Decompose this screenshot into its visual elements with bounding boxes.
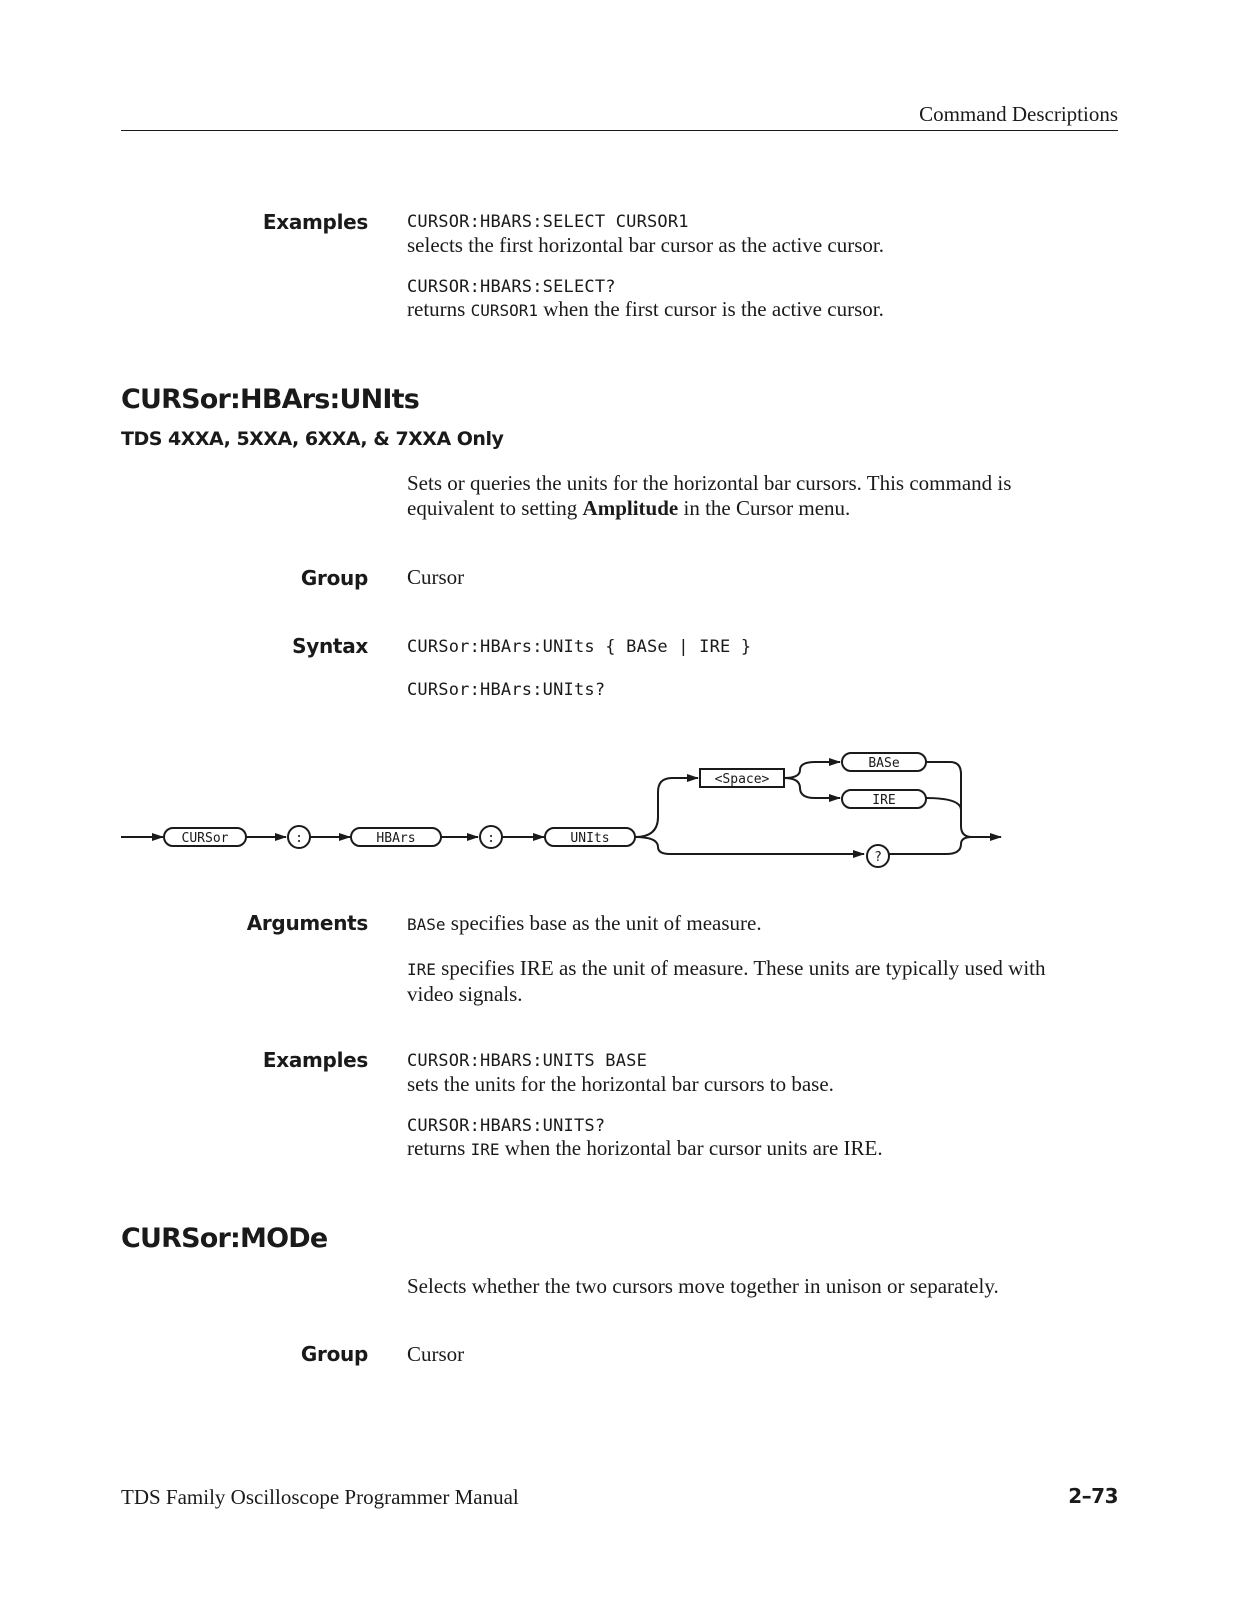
example-command: CURSOR:HBARS:SELECT? <box>407 277 616 297</box>
diagram-node-cursor: CURSor <box>181 831 229 846</box>
example-description: selects the first horizontal bar cursor as the active cursor. <box>407 233 884 257</box>
command-description: Selects whether the two cursors move together in unison or separately. <box>407 1274 999 1298</box>
example-command: CURSOR:HBARS:UNITS BASE <box>407 1051 648 1071</box>
syntax-set: CURSor:HBArs:UNIts { BASe | IRE } <box>407 637 752 657</box>
syntax-label: Syntax <box>292 634 368 658</box>
group-label: Group <box>300 566 368 590</box>
argument-ire <box>407 956 1107 982</box>
examples-label: Examples <box>262 1048 368 1072</box>
group-value: Cursor <box>407 1342 465 1366</box>
diagram-node-space: <Space> <box>714 772 770 787</box>
description-line: Sets or queries the units for the horizontal bar cursors. This command is <box>407 471 1012 495</box>
examples-block <box>407 212 1107 323</box>
diagram-node-colon: : <box>487 831 495 846</box>
syntax-diagram <box>0 740 1237 880</box>
model-applicability: TDS 4XXA, 5XXA, 6XXA, & 7XXA Only <box>121 428 504 450</box>
examples-label: Examples <box>262 210 368 234</box>
description-line <box>407 496 1107 521</box>
running-header: Command Descriptions <box>919 102 1118 126</box>
command-heading: CURSor:HBArs:UNIts <box>121 384 420 415</box>
diagram-node-colon: : <box>295 831 303 846</box>
example-description: sets the units for the horizontal bar cursors to base. <box>407 1072 834 1096</box>
text: when the horizontal bar cursor units are IRE. <box>499 1136 883 1160</box>
text: specifies IRE as the unit of measure. These units are typically used with <box>435 956 1046 980</box>
group-label: Group <box>300 1342 368 1366</box>
example-command: CURSOR:HBARS:UNITS? <box>407 1116 606 1136</box>
bold-term: Amplitude <box>582 496 679 520</box>
examples-block <box>407 1051 1107 1162</box>
argument-ire-continued: video signals. <box>407 982 523 1006</box>
inline-code: CURSOR1 <box>470 301 539 320</box>
diagram-node-hbars: HBArs <box>376 831 416 846</box>
diagram-node-query: ? <box>874 850 882 865</box>
text: returns <box>407 1136 471 1160</box>
command-heading: CURSor:MODe <box>121 1223 328 1254</box>
text: in the Cursor menu. <box>678 496 851 520</box>
example-description <box>407 297 1107 323</box>
group-value: Cursor <box>407 565 465 589</box>
argument-base <box>407 911 1107 937</box>
arguments-block <box>407 911 1107 1007</box>
text: when the first cursor is the active cursor. <box>538 297 884 321</box>
arguments-label: Arguments <box>246 911 368 935</box>
example-command: CURSOR:HBARS:SELECT CURSOR1 <box>407 212 689 232</box>
syntax-query: CURSor:HBArs:UNIts? <box>407 680 606 700</box>
inline-code: BASe <box>407 915 446 934</box>
inline-code: IRE <box>470 1140 500 1159</box>
header-rule <box>121 130 1118 131</box>
inline-code: IRE <box>407 960 436 979</box>
footer-manual-title: TDS Family Oscilloscope Programmer Manual <box>121 1485 519 1509</box>
diagram-node-base: BASe <box>868 756 900 771</box>
text: equivalent to setting <box>407 496 583 520</box>
diagram-node-ire: IRE <box>872 793 896 808</box>
text: specifies base as the unit of measure. <box>445 911 762 935</box>
example-description <box>407 1136 1107 1162</box>
page-number: 2–73 <box>1068 1484 1118 1508</box>
text: returns <box>407 297 471 321</box>
command-description <box>407 471 1107 521</box>
diagram-node-units: UNIts <box>570 831 610 846</box>
